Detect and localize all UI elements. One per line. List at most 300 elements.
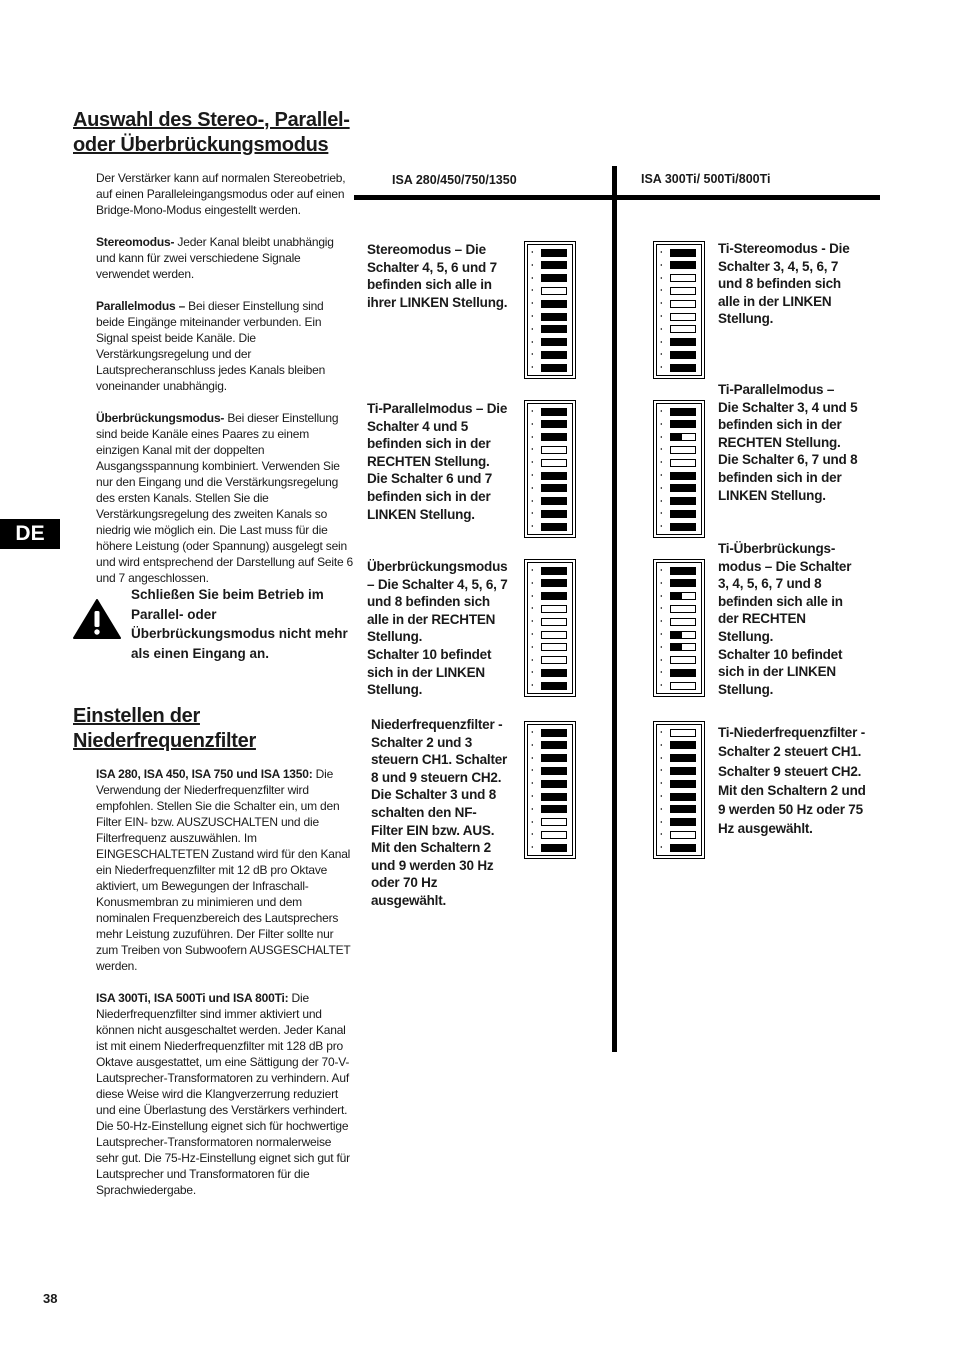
switch-lever: [542, 781, 566, 787]
mode-text-right: Ti-Parallelmodus – Die Schalter 3, 4 und 5 befinden sich in der RECHTEN Stellung. Die Schalter 6, 7 und 8 befinden sich in der LINKEN Stellung.: [718, 382, 858, 503]
dip-switch: [528, 828, 574, 841]
switch-slot: [541, 631, 567, 639]
dip-switch-diagram: [524, 400, 576, 538]
language-tab: DE: [0, 519, 60, 549]
switch-slot: [670, 767, 696, 775]
dip-switch: [657, 679, 703, 692]
switch-lever: [542, 524, 566, 530]
dip-switch: [528, 564, 574, 577]
dip-switch: [528, 443, 574, 456]
switch-marker: ◂: [531, 844, 534, 850]
section-title-filter: [73, 704, 256, 754]
dip-switch: [528, 803, 574, 816]
switch-marker: ◂: [660, 497, 663, 503]
switch-slot: [670, 579, 696, 587]
dip-switch: [528, 336, 574, 349]
dip-switch: [657, 361, 703, 374]
dip-switch: [657, 469, 703, 482]
switch-lever: [542, 421, 566, 427]
switch-marker: ◂: [531, 793, 534, 798]
dip-switch: [657, 777, 703, 790]
dip-switch: [657, 405, 703, 418]
dip-switch: [657, 739, 703, 752]
switch-slot: [541, 682, 567, 690]
switch-lever: [671, 434, 682, 440]
switch-slot: [670, 669, 696, 677]
switch-slot: [541, 261, 567, 269]
switch-marker: ◂: [660, 741, 663, 747]
switch-slot: [670, 605, 696, 613]
switch-lever: [542, 755, 566, 761]
switch-marker: ◂: [660, 618, 663, 624]
switch-slot: [541, 818, 567, 826]
switch-lever: [542, 593, 566, 599]
switch-marker: ◂: [531, 631, 534, 636]
dip-switch: [528, 590, 574, 603]
switch-marker: ◂: [531, 459, 534, 465]
switch-lever: [671, 768, 695, 774]
switch-slot: [541, 767, 567, 775]
switch-slot: [541, 844, 567, 852]
switch-lever: [671, 755, 695, 761]
switch-slot: [541, 351, 567, 359]
title-line-1: Auswahl des Stereo-, Parallel-: [73, 109, 350, 131]
dip-switch: [528, 641, 574, 654]
dip-switch: [528, 841, 574, 854]
switch-marker: ◂: [660, 300, 663, 306]
switch-slot: [541, 729, 567, 737]
dip-switch: [657, 246, 703, 259]
switch-slot: [541, 669, 567, 677]
dip-switch: [528, 777, 574, 790]
switch-slot: [670, 793, 696, 801]
switch-marker: ◂: [660, 433, 663, 439]
dip-switch: [657, 259, 703, 272]
dip-switch: [528, 272, 574, 285]
switch-lever: [542, 498, 566, 504]
switch-slot: [541, 643, 567, 651]
switch-lever: [671, 498, 695, 504]
switch-slot: [670, 249, 696, 257]
switch-marker: ◂: [531, 484, 534, 490]
switch-slot: [670, 351, 696, 359]
switch-slot: [670, 497, 696, 505]
switch-slot: [670, 805, 696, 813]
switch-marker: ◂: [531, 618, 534, 624]
switch-lever: [671, 593, 682, 599]
switch-slot: [670, 472, 696, 480]
switch-marker: ◂: [660, 831, 663, 837]
switch-lever: [542, 683, 566, 689]
switch-lever: [542, 806, 566, 812]
mode-text-right: Ti-Stereomodus - Die Schalter 3, 4, 5, 6, 7 und 8 befinden sich alle in der LINKEN Stellung.: [718, 241, 850, 327]
switch-slot: [541, 433, 567, 441]
switch-lever: [671, 806, 695, 812]
switch-lever: [671, 485, 695, 491]
switch-lever: [671, 409, 695, 415]
dip-switch: [657, 803, 703, 816]
dip-switch: [657, 590, 703, 603]
switch-marker: ◂: [660, 364, 663, 370]
dip-switch: [657, 666, 703, 679]
switch-marker: ◂: [531, 741, 534, 747]
dip-switch: [657, 507, 703, 520]
switch-slot: [670, 631, 696, 639]
dip-switch-diagram: [524, 559, 576, 697]
switch-marker: ◂: [660, 682, 663, 688]
dip-switch: [657, 495, 703, 508]
filter-description: [96, 766, 354, 1214]
switch-lever: [671, 644, 682, 650]
dip-switch: [528, 790, 574, 803]
mode-text-right: Ti-Niederfrequenzfilter - Schalter 2 steuert CH1. Schalter 9 steuert CH2. Mit den Schaltern 2 und 9 werden 50 Hz oder 75 Hz ausgewählt.: [718, 725, 866, 837]
dip-switch: [657, 272, 703, 285]
switch-slot: [541, 364, 567, 372]
mode-text-left: Überbrückungsmodus – Die Schalter 4, 5, 6, 7 und 8 befinden sich alle in der RECHTEN Stellung. Schalter 10 befindet sich in der LINKEN Stellung.: [367, 559, 508, 698]
switch-lever: [671, 262, 695, 268]
switch-marker: ◂: [531, 831, 534, 837]
mode-text-left: Niederfrequenzfilter - Schalter 2 und 3 steuern CH1. Schalter 8 und 9 steuern CH2. Die Schalter 3 und 8 schalten den NF- Filter EIN bzw. AUS. Mit den Schaltern 2 und 9 werden 30 Hz oder 70 Hz ausgewählt.: [371, 717, 508, 908]
switch-slot: [670, 408, 696, 416]
switch-marker: ◂: [660, 643, 663, 649]
switch-marker: ◂: [531, 433, 534, 439]
switch-lever: [542, 580, 566, 586]
switch-slot: [670, 325, 696, 333]
switch-marker: ◂: [660, 408, 663, 413]
dip-switch: [657, 577, 703, 590]
switch-marker: ◂: [660, 274, 663, 280]
switch-slot: [541, 754, 567, 762]
dip-switch: [528, 482, 574, 495]
section-title-mode: [73, 108, 350, 158]
dip-switch: [528, 654, 574, 667]
switch-marker: ◂: [531, 818, 534, 824]
switch-marker: ◂: [660, 818, 663, 824]
dip-switch: [528, 752, 574, 765]
dip-switch: [657, 348, 703, 361]
switch-slot: [670, 261, 696, 269]
switch-lever: [542, 365, 566, 371]
dip-switch: [528, 495, 574, 508]
dip-switch-diagram: [653, 721, 705, 859]
dip-switch-diagram: [524, 721, 576, 859]
switch-marker: ◂: [531, 656, 534, 662]
dip-switch: [528, 297, 574, 310]
switch-marker: ◂: [660, 605, 663, 611]
dip-switch: [528, 602, 574, 615]
switch-marker: ◂: [531, 805, 534, 811]
switch-lever: [542, 339, 566, 345]
dip-switch: [657, 615, 703, 628]
switch-lever: [542, 409, 566, 415]
switch-marker: ◂: [531, 287, 534, 293]
switch-marker: ◂: [531, 313, 534, 318]
switch-marker: ◂: [660, 669, 663, 675]
dip-switch: [657, 336, 703, 349]
switch-lever: [542, 768, 566, 774]
switch-lever: [671, 632, 682, 638]
dip-switch: [528, 284, 574, 297]
switch-slot: [541, 484, 567, 492]
dip-switch: [528, 577, 574, 590]
switch-slot: [670, 643, 696, 651]
dip-switch-diagram: [524, 241, 576, 379]
switch-slot: [670, 510, 696, 518]
switch-lever: [671, 819, 695, 825]
switch-slot: [670, 523, 696, 531]
switch-lever: [671, 845, 695, 851]
switch-lever: [671, 421, 695, 427]
dip-switch: [528, 246, 574, 259]
switch-lever: [542, 568, 566, 574]
switch-lever: [671, 742, 695, 748]
switch-slot: [670, 656, 696, 664]
dip-switch: [657, 431, 703, 444]
switch-lever: [542, 670, 566, 676]
switch-slot: [541, 741, 567, 749]
dip-switch: [528, 739, 574, 752]
switch-lever: [671, 365, 695, 371]
switch-lever: [542, 326, 566, 332]
switch-marker: ◂: [660, 592, 663, 598]
dip-switch: [657, 641, 703, 654]
switch-slot: [541, 249, 567, 257]
dip-switch: [528, 405, 574, 418]
switch-slot: [670, 300, 696, 308]
switch-lever: [671, 794, 695, 800]
dip-switch-diagram: [653, 241, 705, 379]
switch-marker: ◂: [660, 579, 663, 585]
switch-marker: ◂: [531, 472, 534, 477]
dip-switch: [528, 520, 574, 533]
switch-lever: [542, 301, 566, 307]
switch-marker: ◂: [660, 754, 663, 760]
switch-marker: ◂: [531, 300, 534, 306]
switch-lever: [542, 485, 566, 491]
switch-slot: [541, 567, 567, 575]
switch-slot: [541, 497, 567, 505]
dip-switch: [657, 841, 703, 854]
switch-slot: [670, 420, 696, 428]
switch-slot: [541, 618, 567, 626]
dip-switch: [657, 752, 703, 765]
dip-switch: [657, 828, 703, 841]
dip-switch: [528, 456, 574, 469]
switch-slot: [670, 682, 696, 690]
switch-marker: ◂: [531, 767, 534, 773]
dip-switch: [657, 482, 703, 495]
switch-slot: [541, 831, 567, 839]
header-rule: [354, 195, 880, 200]
dip-switch: [528, 310, 574, 323]
switch-slot: [541, 656, 567, 664]
switch-marker: ◂: [660, 446, 663, 452]
switch-slot: [541, 472, 567, 480]
switch-marker: ◂: [531, 325, 534, 331]
switch-marker: ◂: [660, 793, 663, 798]
switch-marker: ◂: [531, 682, 534, 688]
switch-marker: ◂: [660, 844, 663, 850]
title-line-2: Niederfrequenzfilter: [73, 730, 256, 752]
intro-paragraph: Der Verstärker kann auf normalen Stereobetrieb, auf einen Paralleleingangsmodus oder auf einen Bridge-Mono-Modus eingestellt werden.: [96, 171, 346, 217]
switch-lever: [542, 742, 566, 748]
switch-marker: ◂: [531, 261, 534, 267]
dip-switch: [528, 348, 574, 361]
switch-slot: [670, 274, 696, 282]
dip-switch: [528, 469, 574, 482]
switch-marker: ◂: [660, 313, 663, 318]
dip-switch: [657, 726, 703, 739]
switch-slot: [541, 592, 567, 600]
switch-lever: [671, 568, 695, 574]
switch-marker: ◂: [660, 523, 663, 529]
switch-marker: ◂: [531, 579, 534, 585]
switch-marker: ◂: [660, 287, 663, 293]
dip-switch: [528, 418, 574, 431]
switch-lever: [542, 250, 566, 256]
stereo-paragraph: Stereomodus- Jeder Kanal bleibt unabhängig und kann für zwei verschiedene Signale verwendet werden.: [96, 235, 334, 281]
switch-marker: ◂: [531, 605, 534, 611]
dip-switch-diagram: [653, 400, 705, 538]
switch-marker: ◂: [531, 592, 534, 598]
switch-marker: ◂: [531, 523, 534, 529]
dip-switch: [657, 602, 703, 615]
switch-marker: ◂: [531, 420, 534, 426]
switch-marker: ◂: [660, 338, 663, 344]
dip-switch-diagram: [653, 559, 705, 697]
switch-slot: [541, 313, 567, 321]
switch-slot: [541, 325, 567, 333]
switch-lever: [671, 781, 695, 787]
column-divider: [612, 166, 617, 1052]
switch-slot: [541, 805, 567, 813]
switch-slot: [541, 287, 567, 295]
dip-switch: [657, 418, 703, 431]
switch-marker: ◂: [660, 261, 663, 267]
title-line-2: oder Überbrückungsmodus: [73, 134, 329, 156]
dip-switch: [657, 654, 703, 667]
switch-marker: ◂: [531, 364, 534, 370]
mode-text-left: Stereomodus – Die Schalter 4, 5, 6 und 7 befinden sich alle in ihrer LINKEN Stellung.: [367, 242, 508, 310]
page-number: 38: [43, 1291, 58, 1306]
switch-slot: [670, 433, 696, 441]
title-line-1: Einstellen der: [73, 705, 200, 727]
dip-switch: [657, 443, 703, 456]
switch-marker: ◂: [660, 249, 663, 254]
switch-marker: ◂: [531, 249, 534, 254]
switch-lever: [542, 352, 566, 358]
switch-marker: ◂: [531, 351, 534, 357]
mode-text-right: Ti-Überbrückungs- modus – Die Schalter 3, 4, 5, 6, 7 und 8 befinden sich alle in der RECHTEN Stellung. Schalter 10 befindet sich in der LINKEN Stellung.: [718, 541, 852, 697]
switch-slot: [670, 567, 696, 575]
dip-switch: [528, 764, 574, 777]
dip-switch: [528, 361, 574, 374]
switch-marker: ◂: [531, 669, 534, 675]
switch-slot: [541, 510, 567, 518]
switch-lever: [671, 524, 695, 530]
dip-switch: [528, 323, 574, 336]
dip-switch: [528, 726, 574, 739]
switch-marker: ◂: [531, 446, 534, 452]
switch-marker: ◂: [531, 729, 534, 734]
switch-marker: ◂: [660, 805, 663, 811]
switch-slot: [541, 459, 567, 467]
switch-lever: [542, 275, 566, 281]
switch-marker: ◂: [660, 631, 663, 636]
switch-lever: [542, 845, 566, 851]
switch-slot: [670, 446, 696, 454]
switch-marker: ◂: [660, 780, 663, 786]
dip-switch: [528, 816, 574, 829]
switch-marker: ◂: [531, 643, 534, 649]
switch-slot: [541, 408, 567, 416]
switch-marker: ◂: [531, 780, 534, 786]
switch-marker: ◂: [531, 567, 534, 572]
dip-switch: [657, 323, 703, 336]
switch-slot: [670, 741, 696, 749]
switch-slot: [670, 364, 696, 372]
switch-slot: [670, 484, 696, 492]
isa-paragraph: ISA 280, ISA 450, ISA 750 und ISA 1350: Die Verwendung der Niederfrequenzfilter wird empfohlen. Stellen Sie die Schalter ein, um den Filter EIN- bzw. AUSZUSCHALTEN und die Filterfrequenz auszuwählen. Im EINGESCHALTETEN Zustand wird für den Kanal ein Niederfrequenzfilter mit 12 dB pro Oktave aktiviert, um Bewegungen der Infraschall-Konusmembran zu minimieren und dem nominalen Frequenzbereich des Lautsprechers mehr Leistung zuzuführen. Der Filter sollte nur zum Treiben von Subwoofern AUSGESCHALTET werden.: [96, 767, 351, 973]
switch-lever: [671, 670, 695, 676]
switch-marker: ◂: [660, 767, 663, 773]
dip-switch: [528, 666, 574, 679]
mode-description: [96, 170, 354, 602]
dip-switch: [657, 564, 703, 577]
switch-slot: [670, 618, 696, 626]
dip-switch: [657, 456, 703, 469]
dip-switch: [657, 628, 703, 641]
switch-marker: ◂: [660, 510, 663, 516]
switch-marker: ◂: [660, 656, 663, 662]
switch-slot: [541, 338, 567, 346]
switch-lever: [671, 473, 695, 479]
switch-marker: ◂: [660, 729, 663, 734]
dip-switch: [657, 284, 703, 297]
switch-lever: [542, 262, 566, 268]
parallel-paragraph: Parallelmodus – Bei dieser Einstellung sind beide Eingänge miteinander verbunden. Ein Signal speist beide Kanäle. Die Verstärkungsregelung und der Lautsprecheranschluss jedes Kanals bleiben voneinander unabhängig.: [96, 299, 326, 393]
switch-slot: [541, 780, 567, 788]
switch-slot: [670, 592, 696, 600]
switch-slot: [541, 579, 567, 587]
switch-slot: [670, 754, 696, 762]
dip-switch: [657, 790, 703, 803]
bridge-paragraph: Überbrückungsmodus- Bei dieser Einstellung sind beide Kanäle eines Paares zu einem einzigen Kanal mit der doppelten Ausgangsspannung kombiniert. Verwenden Sie nur den Eingang und die Verstärkungsregelung des ersten Kanals. Stellen Sie die Verstärkungsregelung des zweiten Kanals so niedrig wie möglich ein. Die Last muss für die höhere Leistung (oder Spannung) ausgelegt sein und wird entsprechend der Darstellung auf Seite 6 und 7 angeschlossen.: [96, 411, 354, 585]
switch-lever: [671, 580, 695, 586]
dip-switch: [657, 520, 703, 533]
switch-slot: [541, 793, 567, 801]
dip-switch: [657, 764, 703, 777]
switch-slot: [541, 605, 567, 613]
warning-text: Schließen Sie beim Betrieb im Parallel- oder Überbrückungsmodus nicht mehr als einen Eingang an.: [131, 587, 348, 661]
switch-lever: [671, 352, 695, 358]
switch-marker: ◂: [531, 274, 534, 280]
dip-switch: [528, 628, 574, 641]
switch-lever: [542, 473, 566, 479]
switch-slot: [670, 338, 696, 346]
switch-lever: [542, 730, 566, 736]
switch-lever: [542, 314, 566, 320]
switch-slot: [670, 780, 696, 788]
switch-marker: ◂: [660, 420, 663, 426]
switch-marker: ◂: [660, 484, 663, 490]
switch-slot: [541, 420, 567, 428]
switch-marker: ◂: [660, 351, 663, 357]
switch-marker: ◂: [531, 338, 534, 344]
switch-slot: [541, 274, 567, 282]
switch-slot: [670, 818, 696, 826]
switch-slot: [670, 729, 696, 737]
